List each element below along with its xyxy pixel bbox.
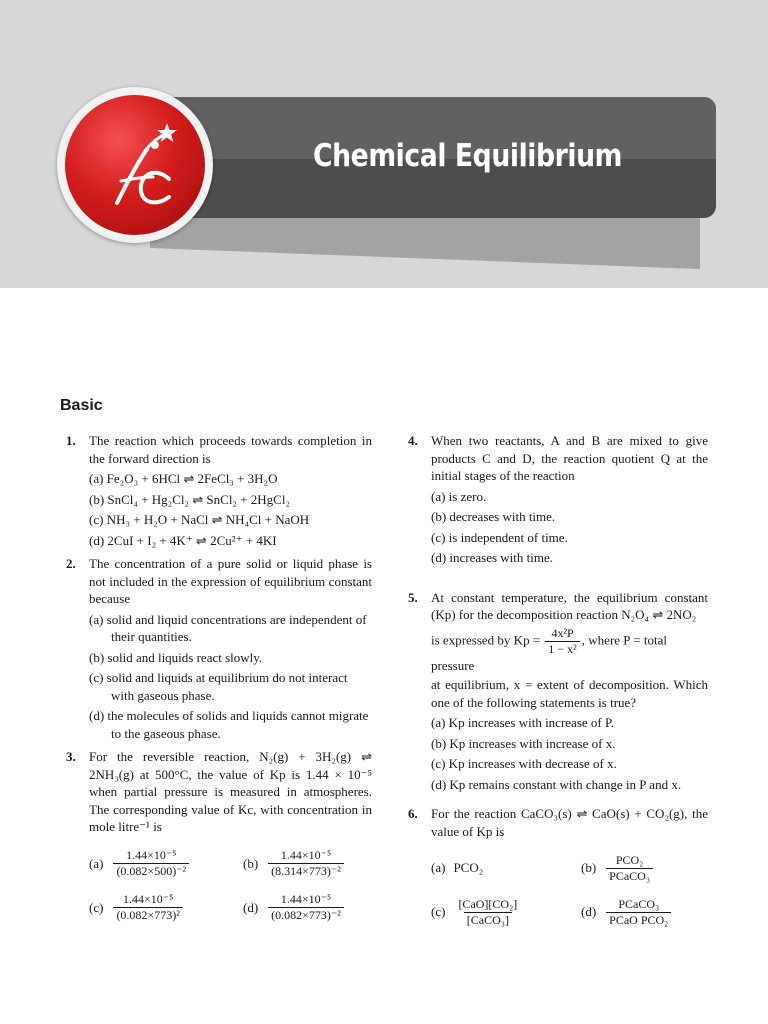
question-number: 6. [408, 806, 418, 821]
option-a: (a) is zero. [431, 488, 487, 504]
option-b [243, 842, 397, 886]
numerator: 4x²P [551, 625, 574, 640]
option-c [431, 890, 581, 934]
denominator: PCaCO₃ [606, 868, 653, 884]
option-label: (b) [581, 860, 597, 876]
question-number: 3. [66, 749, 76, 764]
logo-monogram-icon [65, 95, 205, 235]
question-3 [60, 748, 372, 930]
fraction [268, 848, 344, 879]
options-grid [431, 846, 708, 934]
numerator: [CaO][CO₂] [458, 896, 518, 911]
denominator: [CaCO₃] [464, 912, 512, 928]
fraction [455, 897, 520, 928]
question-text: The concentration of a pure solid or liquid phase is not included in the expression of equilibrium constant because [89, 556, 372, 606]
option-c: (c) is independent of time. [431, 529, 568, 545]
question-text: At constant temperature, the equilibrium constant (Kp) for the decomposition reaction N₂O₄ ⇌ 2NO₂ [431, 589, 708, 622]
question-number: 1. [66, 433, 76, 448]
question-1 [60, 432, 372, 549]
logo-disc [65, 95, 205, 235]
fraction [113, 892, 182, 923]
option-d: (d) 2CuI + I₂ + 4K⁺ ⇌ 2Cu²⁺ + 4KI [89, 532, 277, 548]
denominator: (0.082×500)⁻² [113, 863, 189, 879]
question-text: For the reaction CaCO₃(s) ⇌ CaO(s) + CO₂(g), the value of Kp is [431, 806, 708, 839]
option-d: (d) the molecules of solids and liquids cannot migrate to the gaseous phase. [89, 708, 369, 741]
option-c: (c) solid and liquids at equilibrium do not interact with gaseous phase. [89, 670, 348, 703]
option-d [243, 886, 397, 930]
chapter-header [0, 0, 768, 288]
option-label: (b) [243, 855, 259, 871]
fraction [545, 626, 579, 657]
chapter-title: Chemical Equilibrium [313, 138, 622, 174]
option-d [581, 890, 721, 934]
fraction [606, 853, 653, 884]
option-d: (d) Kp remains constant with change in P and x. [431, 776, 682, 792]
denominator: (8.314×773)⁻² [268, 863, 344, 879]
option-b [581, 846, 721, 890]
fraction [268, 892, 344, 923]
option-b: (b) decreases with time. [431, 509, 556, 524]
question-text: The reaction which proceeds towards completion in the forward direction is [89, 433, 372, 466]
fraction [113, 848, 189, 879]
option-label: (c) [89, 899, 104, 915]
fraction [606, 897, 671, 928]
question-number: 4. [408, 433, 418, 448]
right-column [402, 432, 708, 940]
numerator: PCO₂ [615, 852, 644, 867]
question-text: When two reactants, A and B are mixed to give products C and D, the reaction quotient Q at the initial stages of the reaction [431, 433, 708, 483]
section-title: Basic [60, 397, 103, 414]
denominator: PCaO PCO₂ [606, 912, 671, 928]
denominator: 1 − x² [545, 641, 579, 657]
question-number: 2. [66, 556, 76, 571]
option-a [89, 842, 243, 886]
question-number: 5. [408, 589, 418, 605]
option-c: (c) NH₃ + H₂O + NaCl ⇌ NH₄Cl + NaOH [89, 512, 310, 527]
option-d: (d) increases with time. [431, 550, 554, 565]
denominator: (0.082×773)² [113, 907, 182, 923]
option-label: (d) [243, 899, 259, 915]
numerator: 1.44×10⁻⁵ [122, 892, 174, 906]
option-a: (a) Fe₂O₃ + 6HCl ⇌ 2FeCl₃ + 3H₂O [89, 471, 278, 486]
numerator: 1.44×10⁻⁵ [280, 892, 332, 906]
expression-suffix: , where P = total pressure [431, 631, 667, 673]
expression-prefix: is expressed by Kp = [431, 631, 541, 647]
question-5 [402, 589, 708, 794]
numerator: 1.44×10⁻⁵ [126, 848, 177, 862]
numerator: PCaCO₃ [618, 896, 660, 911]
option-label: (d) [581, 904, 597, 920]
publisher-logo [57, 87, 213, 243]
left-column [60, 432, 372, 936]
question-text: For the reversible reaction, N₂(g) + 3H₂(g) ⇌ 2NH₃(g) at 500°C, the value of Kp is 1.44 × 10⁻⁵ when partial pressure is measured in atmospheres. The corresponding value of Kc, with concentration in mole litre⁻¹ is [89, 749, 372, 834]
option-c: (c) Kp increases with decrease of x. [431, 756, 617, 771]
option-label: (c) [431, 904, 446, 920]
numerator: 1.44×10⁻⁵ [280, 848, 332, 862]
option-c [89, 886, 243, 930]
question-4 [402, 432, 708, 567]
question-6 [402, 805, 708, 934]
denominator: (0.082×773)⁻² [268, 907, 344, 923]
question-text-continued: at equilibrium, x = extent of decomposition. Which one of the following statements is true? [431, 677, 708, 710]
option-b: (b) Kp increases with increase of x. [431, 735, 616, 751]
options-grid [89, 842, 372, 930]
option-a: (a) Kp increases with increase of P. [431, 715, 615, 730]
option-a [431, 846, 581, 890]
kp-expression [431, 626, 708, 675]
question-2 [60, 555, 372, 742]
option-a: (a) solid and liquid concentrations are independent of their quantities. [89, 611, 367, 644]
option-label: (a) [89, 855, 104, 871]
option-value: PCO₂ [453, 860, 484, 876]
option-b: (b) solid and liquids react slowly. [89, 649, 263, 665]
option-label: (a) [431, 860, 446, 876]
option-b: (b) SnCl₄ + Hg₂Cl₂ ⇌ SnCl₂ + 2HgCl₂ [89, 491, 290, 507]
